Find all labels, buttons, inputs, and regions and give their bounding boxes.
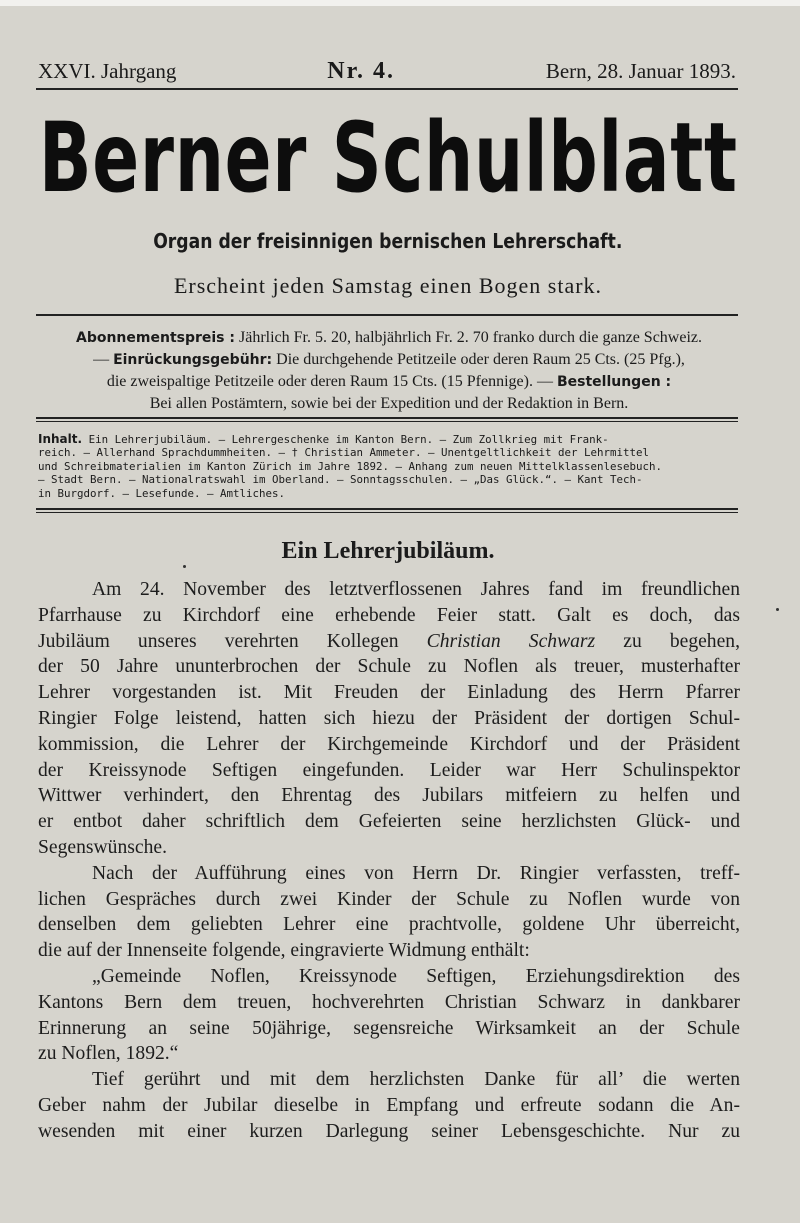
contents-text-1: Ein Lehrerjubiläum. — Lehrergeschenke im Kanton Bern. — Zum Zollkrieg mit Frank-: [88, 433, 609, 446]
masthead: [38, 104, 738, 212]
insertion-dash: —: [93, 351, 110, 368]
rule-above-contents-1: [36, 417, 738, 419]
text-line: er entbot daher schriftlich dem Gefeierten seine herzlichsten Glück- und: [38, 811, 740, 833]
ink-speck: [776, 608, 779, 611]
text-line: Segenswünsche.: [38, 836, 167, 858]
text-line: Kantons Bern dem treuen, hochverehrten Christian Schwarz in dankbarer: [38, 991, 740, 1013]
issue-number: Nr. 4.: [327, 58, 396, 84]
text-line: Geber nahm der Jubilar dieselbe in Empfang und erfreute sodann die An-: [38, 1094, 740, 1116]
text-line: denselben dem geliebten Lehrer eine prachtvolle, goldene Uhr überreicht,: [38, 914, 740, 936]
order-text: Bei allen Postämtern, sowie bei der Expedition und der Redaktion in Bern.: [149, 395, 629, 412]
contents-line-2: reich. — Allerhand Sprachdummheiten. — † Christian Ammeter. — Unentgeltlichkeit der Lehrmittel: [38, 446, 650, 460]
text-line: der Kreissynode Seftigen eingefunden. Leider war Herr Schulinspektor: [38, 759, 740, 781]
text-run: zu begehen,: [623, 630, 740, 652]
ink-speck: [183, 565, 186, 568]
text-line: Wittwer verhindert, den Ehrentag des Jubilars mitfeiern zu helfen und: [38, 785, 740, 807]
rule-above-contents-2: [36, 421, 738, 422]
text-line: Lehrer vorgestanden ist. Mit Freuden der Einladung des Herrn Pfarrer: [38, 682, 740, 704]
rule-above-subscription: [36, 314, 738, 316]
table-of-contents: [38, 433, 738, 500]
rule-below-contents-2: [36, 512, 738, 513]
insertion-line-2: [38, 371, 740, 393]
contents-line-1: [38, 433, 738, 446]
insertion-text: Die durchgehende Petitzeile oder deren Raum 25 Cts. (25 Pfg.),: [276, 351, 685, 368]
publication-frequency: Erscheint jeden Samstag einen Bogen stark.: [173, 273, 603, 298]
insertion-label: Einrückungsgebühr:: [113, 352, 273, 368]
abo-text: Jährlich Fr. 5. 20, halbjährlich Fr. 2. 70 franko durch die ganze Schweiz.: [239, 329, 702, 346]
text-line: „Gemeinde Noflen, Kreissynode Seftigen, Erziehungsdirektion des: [92, 965, 740, 987]
place-date: Bern, 28. Januar 1893.: [545, 59, 736, 83]
order-label: Bestellungen :: [556, 374, 672, 390]
subtitle-text: Organ der freisinnigen bernischen Lehrerschaft.: [153, 229, 623, 253]
insertion-text-2: die zweispaltige Petitzeile oder deren Raum 15 Cts. (15 Pfennige). —: [106, 373, 553, 390]
page-top-edge: [0, 0, 800, 6]
subscription-info: [38, 327, 740, 415]
article-body: [38, 577, 740, 1145]
text-line: Pfarrhause zu Kirchdorf eine erhebende Feier statt. Galt es doch, das: [38, 604, 740, 626]
issue-header: [38, 58, 736, 85]
text-line: lichen Gespräches durch zwei Kinder der Schule zu Noflen wurde von: [38, 888, 740, 910]
abo-line: [38, 327, 740, 349]
text-line: Ringier Folge leistend, hatten sich hiezu der Präsident der dortigen Schul-: [38, 707, 740, 729]
contents-line-3: und Schreibmaterialien im Kanton Zürich im Jahre 1892. — Anhang zum neuen Mittelklassenlesebuch.: [38, 459, 663, 473]
contents-line-4: — Stadt Bern. — Nationalratswahl im Oberland. — Sonntagsschulen. — „Das Glück.“. — Kant Tech-: [38, 473, 643, 487]
contents-label: Inhalt.: [38, 432, 83, 446]
text-line: [38, 629, 740, 655]
text-line: Nach der Aufführung eines von Herrn Dr. Ringier verfassten, treff-: [92, 862, 740, 884]
text-line: wesenden mit einer kurzen Darlegung seiner Lebensgeschichte. Nur zu: [38, 1120, 740, 1142]
abo-label: Abonnementspreis :: [75, 330, 235, 346]
volume-label: XXVI. Jahrgang: [38, 59, 177, 83]
masthead-title: Berner Schulblatt: [38, 102, 738, 214]
text-line: der 50 Jahre ununterbrochen der Schule zu Noflen als treuer, musterhafter: [38, 656, 740, 678]
text-line: Am 24. November des letztverflossenen Jahres fand im freundlichen: [92, 579, 740, 600]
contents-line-5: in Burgdorf. — Lesefunde. — Amtliches.: [38, 486, 286, 500]
article-title: Ein Lehrerjubiläum.: [281, 538, 495, 564]
text-line: Tief gerührt und mit dem herzlichsten Danke für all’ die werten: [92, 1069, 740, 1091]
text-line: zu Noflen, 1892.“: [38, 1043, 179, 1065]
order-line: [38, 393, 740, 415]
rule-below-contents-1: [36, 508, 738, 510]
text-run: Jubiläum unseres verehrten Kollegen: [38, 630, 399, 652]
insertion-line: [38, 349, 740, 371]
text-line: kommission, die Lehrer der Kirchgemeinde Kirchdorf und der Präsident: [38, 733, 740, 755]
masthead-subtitle: [38, 229, 738, 253]
honoree-name: Christian Schwarz: [426, 630, 596, 652]
text-line: Erinnerung an seine 50jährige, segensreiche Wirksamkeit an der Schule: [38, 1017, 740, 1039]
text-line: die auf der Innenseite folgende, eingravierte Widmung enthält:: [38, 940, 530, 962]
header-rule: [36, 88, 738, 90]
